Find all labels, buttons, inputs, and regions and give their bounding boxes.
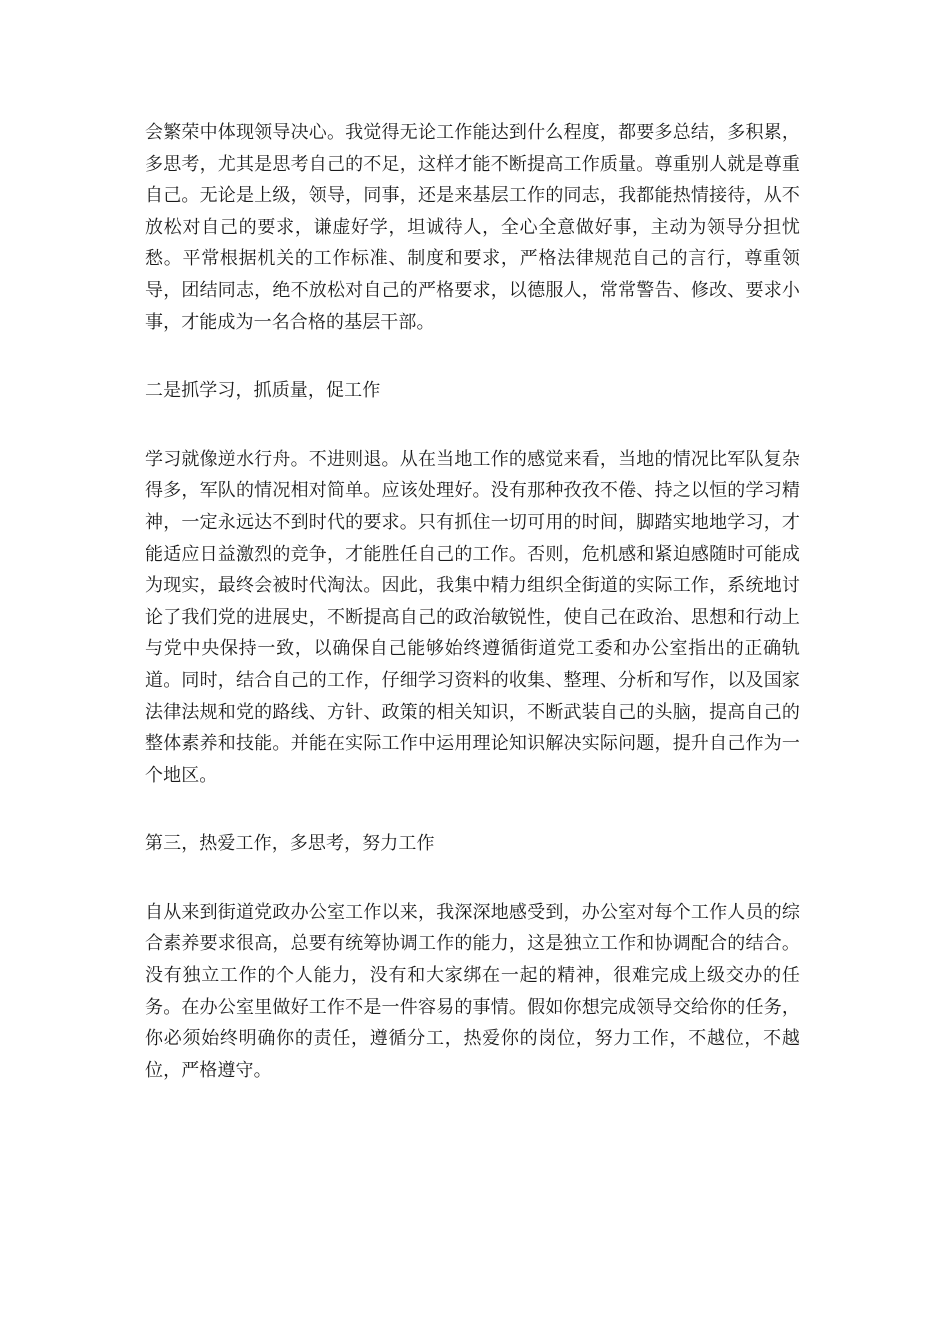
paragraph-1: 会繁荣中体现领导决心。我觉得无论工作能达到什么程度，都要多总结，多积累，多思考，尤其是思考自己的不足，这样才能不断提高工作质量。尊重别人就是尊重自己。无论是上级，领导，同事，还是来基层工作的同志，我都能热情接待，从不放松对自己的要求，谦虚好学，坦诚待人，全心全意做好事，主动为领导分担忧愁。平常根据机关的工作标准、制度和要求，严格法律规范自己的言行，尊重领导，团结同志，绝不放松对自己的严格要求，以德服人，常常警告、修改、要求小事，才能成为一名合格的基层干部。 — [145, 122, 800, 333]
section-heading-3: 第三，热爱工作，多思考，努力工作 — [145, 833, 435, 855]
paragraph-spacer — [145, 791, 800, 828]
paragraph-spacer — [145, 338, 800, 375]
section-heading-2: 二是抓学习，抓质量，促工作 — [145, 380, 381, 402]
paragraph-2: 学习就像逆水行舟。不进则退。从在当地工作的感觉来看，当地的情况比军队复杂得多，军队的情况相对简单。应该处理好。没有那种孜孜不倦、持之以恒的学习精神，一定永远达不到时代的要求。只有抓住一切可用的时间，脚踏实地地学习，才能适应日益激烈的竞争，才能胜任自己的工作。否则，危机感和紧迫感随时可能成为现实，最终会被时代淘汰。因此，我集中精力组织全街道的实际工作，系统地讨论了我们党的进展史，不断提高自己的政治敏锐性，使自己在政治、思想和行动上与党中央保持一致，以确保自己能够始终遵循街道党工委和办公室指出的正确轨道。同时，结合自己的工作，仔细学习资料的收集、整理、分析和写作，以及国家法律法规和党的路线、方针、政策的相关知识，不断武装自己的头脑，提高自己的整体素养和技能。并能在实际工作中运用理论知识解决实际问题，提升自己作为一个地区。 — [145, 448, 800, 786]
paragraph-3: 自从来到街道党政办公室工作以来，我深深地感受到，办公室对每个工作人员的综合素养要求很高，总要有统筹协调工作的能力，这是独立工作和协调配合的结合。没有独立工作的个人能力，没有和大家绑在一起的精神，很难完成上级交办的任务。在办公室里做好工作不是一件容易的事情。假如你想完成领导交给你的任务，你必须始终明确你的责任，遵循分工，热爱你的岗位，努力工作，不越位，不越位，严格遵守。 — [145, 901, 800, 1081]
paragraph-spacer — [145, 860, 800, 897]
document-body — [145, 117, 800, 1086]
paragraph-spacer — [145, 407, 800, 444]
